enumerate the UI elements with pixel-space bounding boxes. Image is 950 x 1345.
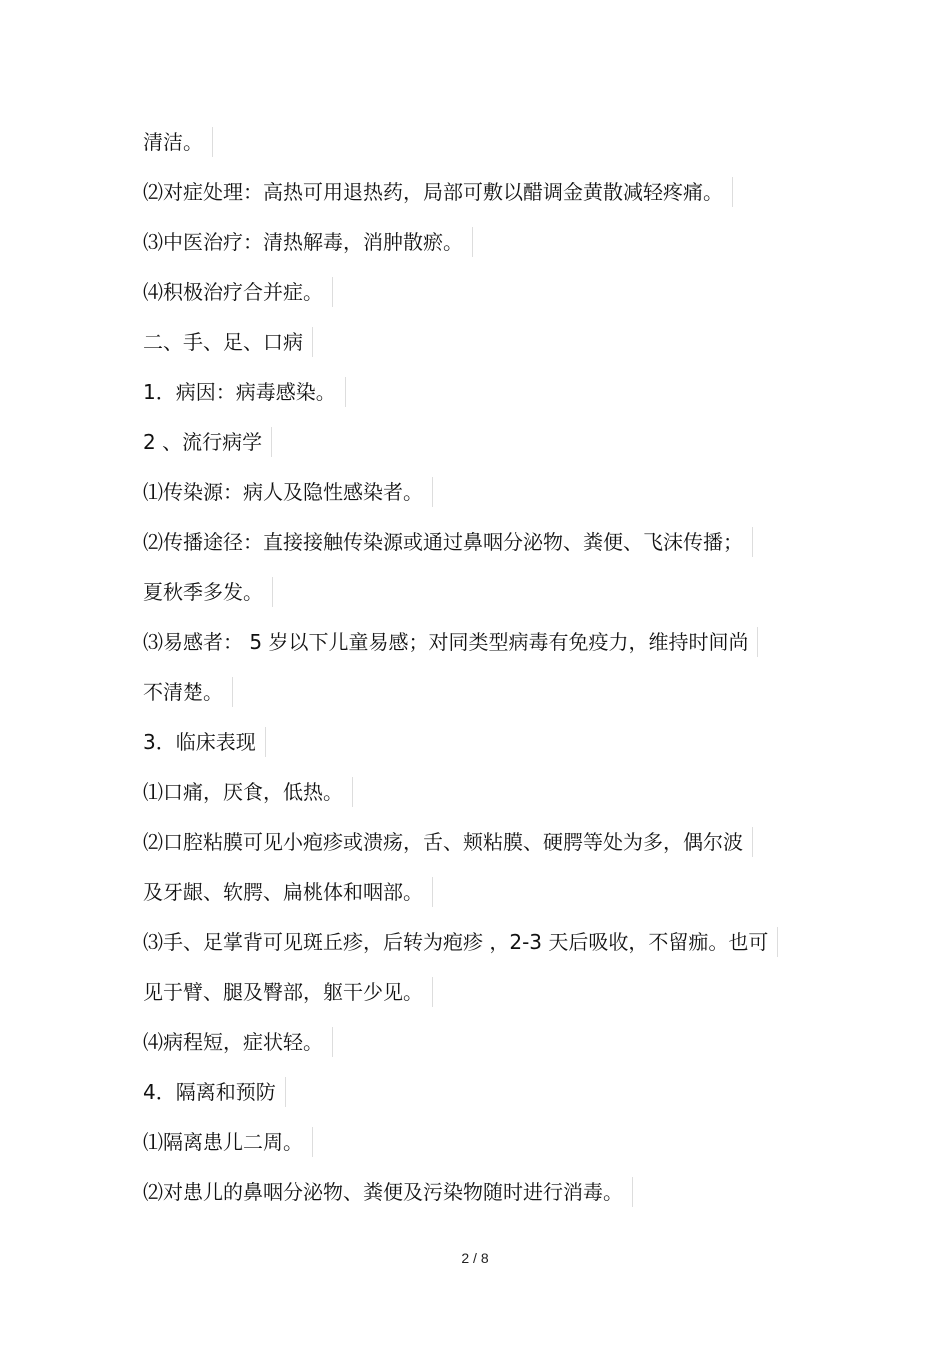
text-line-9: ⑵传播途径：直接接触传染源或通过鼻咽分泌物、粪便、飞沫传播； (143, 527, 753, 557)
line-divider (285, 1077, 286, 1107)
line-divider (757, 627, 758, 657)
text-line-18: 见于臂、腿及臀部，躯干少见。 (143, 977, 433, 1007)
line-divider (332, 277, 333, 307)
text-line-3: ⑶中医治疗：清热解毒，消肿散瘀。 (143, 227, 473, 257)
text-line-22: ⑵对患儿的鼻咽分泌物、粪便及污染物随时进行消毒。 (143, 1177, 633, 1207)
text-line-10: 夏秋季多发。 (143, 577, 273, 607)
line-divider (212, 127, 213, 157)
text-line-19: ⑷病程短，症状轻。 (143, 1027, 333, 1057)
text-line-17: ⑶手、足掌背可见斑丘疹，后转为疱疹 ，2-3 天后吸收，不留痂。也可 (143, 927, 778, 957)
line-divider (432, 477, 433, 507)
line-divider (265, 727, 266, 757)
section-heading: 二、手、足、口病 (143, 327, 313, 357)
text-line-11: ⑶易感者： 5 岁以下儿童易感；对同类型病毒有免疫力，维持时间尚 (143, 627, 758, 657)
line-divider (271, 427, 272, 457)
line-divider (632, 1177, 633, 1207)
text-line-12: 不清楚。 (143, 677, 233, 707)
line-divider (312, 327, 313, 357)
line-divider (272, 577, 273, 607)
text-line-8: ⑴传染源：病人及隐性感染者。 (143, 477, 433, 507)
line-divider (232, 677, 233, 707)
text-line-6: 1．病因：病毒感染。 (143, 377, 346, 407)
line-divider (312, 1127, 313, 1157)
text-line-14: ⑴口痛，厌食，低热。 (143, 777, 353, 807)
line-divider (432, 877, 433, 907)
line-divider (752, 827, 753, 857)
line-divider (352, 777, 353, 807)
line-divider (777, 927, 778, 957)
line-divider (332, 1027, 333, 1057)
text-line-15: ⑵口腔粘膜可见小疱疹或溃疡，舌、颊粘膜、硬腭等处为多，偶尔波 (143, 827, 753, 857)
line-divider (472, 227, 473, 257)
line-divider (752, 527, 753, 557)
page-number: 2 / 8 (461, 1250, 489, 1266)
text-line-21: ⑴隔离患儿二周。 (143, 1127, 313, 1157)
text-line-20: 4．隔离和预防 (143, 1077, 286, 1107)
text-line-7: 2 、流行病学 (143, 427, 272, 457)
text-line-2: ⑵对症处理：高热可用退热药，局部可敷以醋调金黄散减轻疼痛。 (143, 177, 733, 207)
text-line-1: 清洁。 (143, 127, 213, 157)
text-line-13: 3．临床表现 (143, 727, 266, 757)
line-divider (432, 977, 433, 1007)
text-line-4: ⑷积极治疗合并症。 (143, 277, 333, 307)
text-line-16: 及牙龈、软腭、扁桃体和咽部。 (143, 877, 433, 907)
line-divider (732, 177, 733, 207)
line-divider (345, 377, 346, 407)
